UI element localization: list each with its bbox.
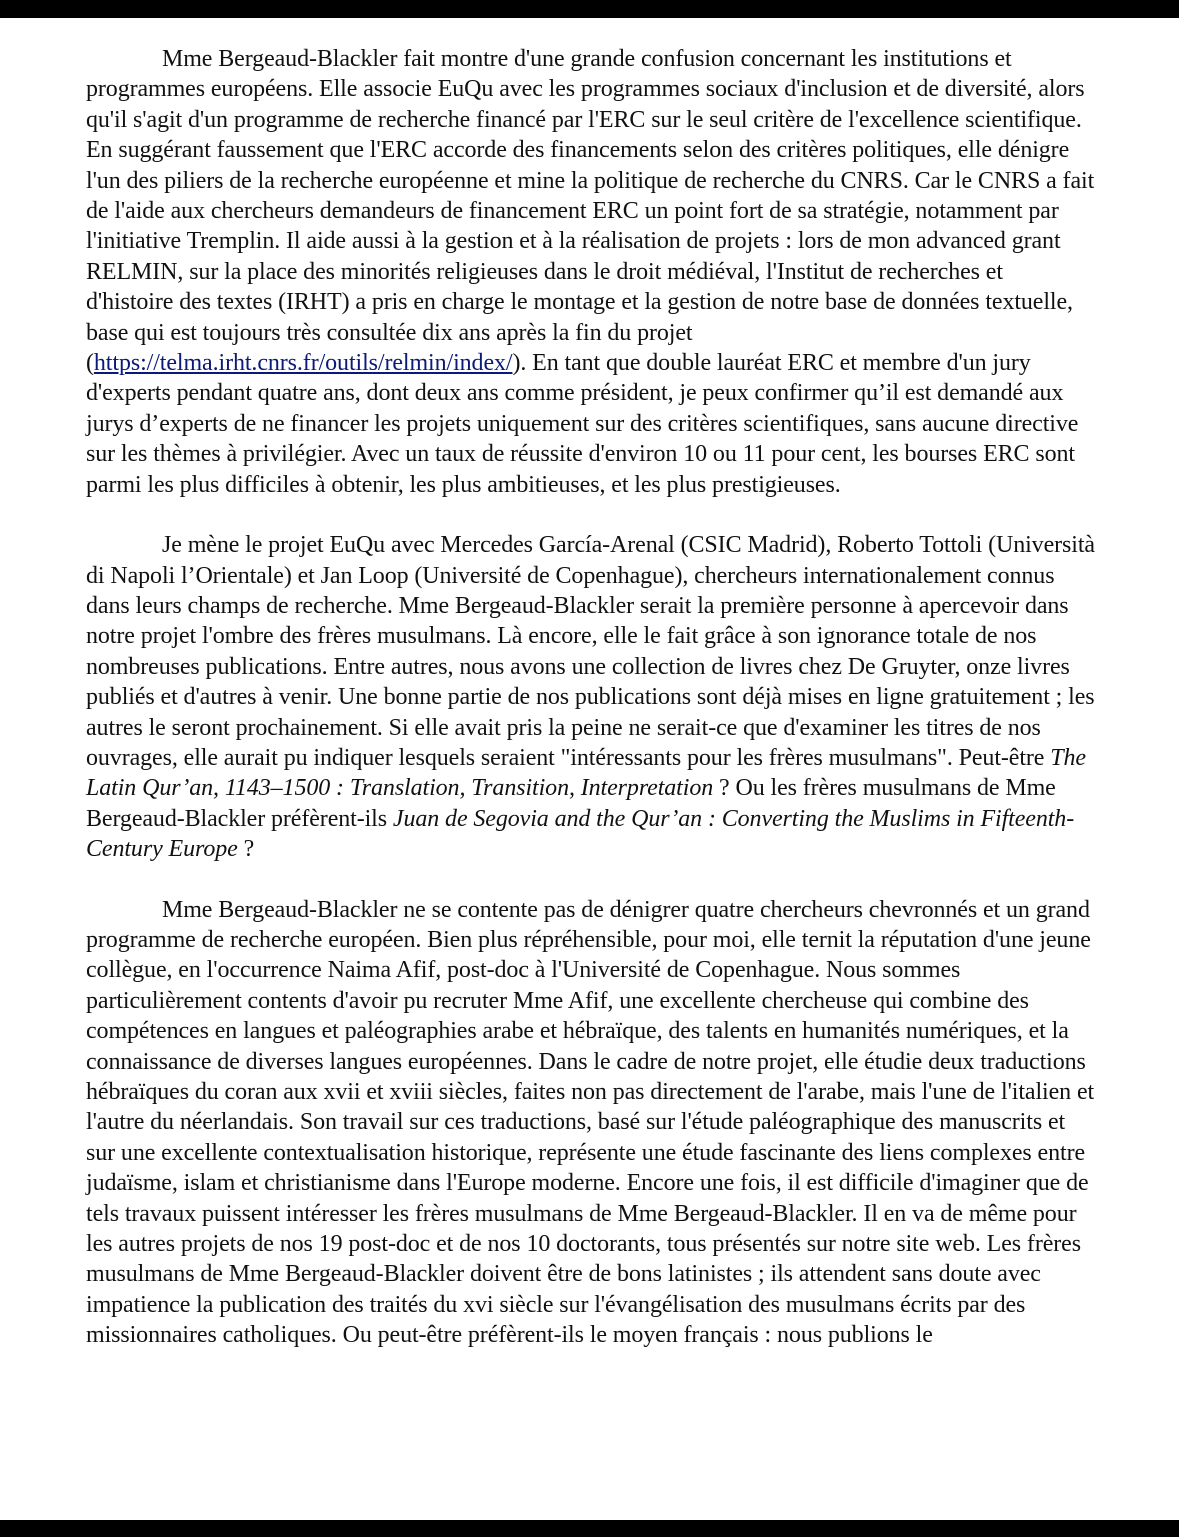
paragraph-1-text-start: Mme Bergeaud-Blackler fait montre d'une grande confusion concernant les institutions et programmes européens. Elle associe EuQu avec les programmes sociaux d'inclusion et de diversité, alors qu'il s'agit d'un programme de recherche financé par l'ERC sur le seul critère de l'excellence scientifique. En suggérant faussement que l'ERC accorde des financements selon des critères politiques, elle dénigre l'un des piliers de la recherche européenne et mine la politique de recherche du CNRS. Car le CNRS a fait de l'aide aux chercheurs demandeurs de financement ERC un point fort de sa stratégie, notamment par l'initiative Tremplin. Il aide aussi à la gestion et à la réalisation de projets : lors de mon advanced grant RELMIN, sur la place des minorités religieuses dans le droit médiéval, l'Institut de recherches et d'histoire des textes (IRHT) a pris en charge le montage et la gestion de notre base de données textuelle, base qui est toujours très consultée dix ans après la fin du projet ( <box>86 46 1095 377</box>
paragraph-2 <box>86 530 1096 864</box>
paragraph-3-text: Mme Bergeaud-Blackler ne se contente pas de dénigrer quatre chercheurs chevronnés et un grand programme de recherche européen. Bien plus répréhensible, pour moi, elle ternit la réputation d'une jeune collègue, en l'occurrence Naima Afif, post-doc à l'Université de Copenhague. Nous sommes particulièrement contents d'avoir pu recruter Mme Afif, une excellente chercheuse qui combine des compétences en langues et paléographies arabe et hébraïque, des talents en humanités numériques, et la connaissance de diverses langues européennes. Dans le cadre de notre projet, elle étudie deux traductions hébraïques du coran aux xvii et xviii siècles, faites non pas directement de l'arabe, mais l'une de l'italien et l'autre du néerlandais. Son travail sur ces traductions, basé sur l'étude paléographique des manuscrits et sur une excellente contextualisation historique, représente une étude fascinante des liens complexes entre judaïsme, islam et christianisme dans l'Europe moderne. Encore une fois, il est difficile d'imaginer que de tels travaux puissent intéresser les frères musulmans de Mme Bergeaud-Blackler. Il en va de même pour les autres projets de nos 19 post-doc et de nos 10 doctorants, tous présentés sur notre site web. Les frères musulmans de Mme Bergeaud-Blackler doivent être de bons latinistes ; ils attendent sans doute avec impatience la publication des traités du xvi siècle sur l'évangélisation des musulmans écrits par des missionnaires catholiques. Ou peut-être préfèrent-ils le moyen français : nous publions le <box>86 896 1095 1349</box>
relmin-database-link[interactable]: https://telma.irht.cnrs.fr/outils/relmin/index/ <box>93 350 513 377</box>
paragraph-2-text-middle: ? Ou les frères musulmans de Mme Bergeaud-Blackler préfèrent-ils <box>86 775 1056 832</box>
paragraph-2-text-end: ? <box>237 836 255 863</box>
paragraph-3 <box>86 895 1096 1351</box>
paragraph-1 <box>86 44 1096 500</box>
document-page <box>0 18 1179 1520</box>
paragraph-1-text-end: ). En tant que double lauréat ERC et membre d'un jury d'experts pendant quatre ans, dont deux ans comme président, je peux confirmer qu’il est demandé aux jurys d’experts de ne financer les projets uniquement sur des critères scientifiques, sans aucune directive sur les thèmes à privilégier. Avec un taux de réussite d'environ 10 ou 11 pour cent, les bourses ERC sont parmi les plus difficiles à obtenir, les plus ambitieuses, et les plus prestigieuses. <box>86 350 1079 498</box>
paragraph-2-text-start: Je mène le projet EuQu avec Mercedes García-Arenal (CSIC Madrid), Roberto Tottoli (Università di Napoli l’Orientale) et Jan Loop (Université de Copenhague), chercheurs internationalement connus dans leurs champs de recherche. Mme Bergeaud-Blackler serait la première personne à apercevoir dans notre projet l'ombre des frères musulmans. Là encore, elle le fait grâce à son ignorance totale de nos nombreuses publications. Entre autres, nous avons une collection de livres chez De Gruyter, onze livres publiés et d'autres à venir. Une bonne partie de nos publications sont déjà mises en ligne gratuitement ; les autres le seront prochainement. Si elle avait pris la peine ne serait-ce que d'examiner les titres de nos ouvrages, elle aurait pu indiquer lesquels seraient "intéressants pour les frères musulmans". Peut-être <box>86 532 1095 771</box>
book-title-juan-de-segovia: Juan de Segovia and the Qur’an : Converting the Muslims in Fifteenth-Century Europe <box>86 805 1075 863</box>
book-title-latin-quran: The Latin Qur’an, 1143–1500 : Translation, Transition, Interpretation <box>86 744 1086 802</box>
document-body <box>86 44 1096 1351</box>
